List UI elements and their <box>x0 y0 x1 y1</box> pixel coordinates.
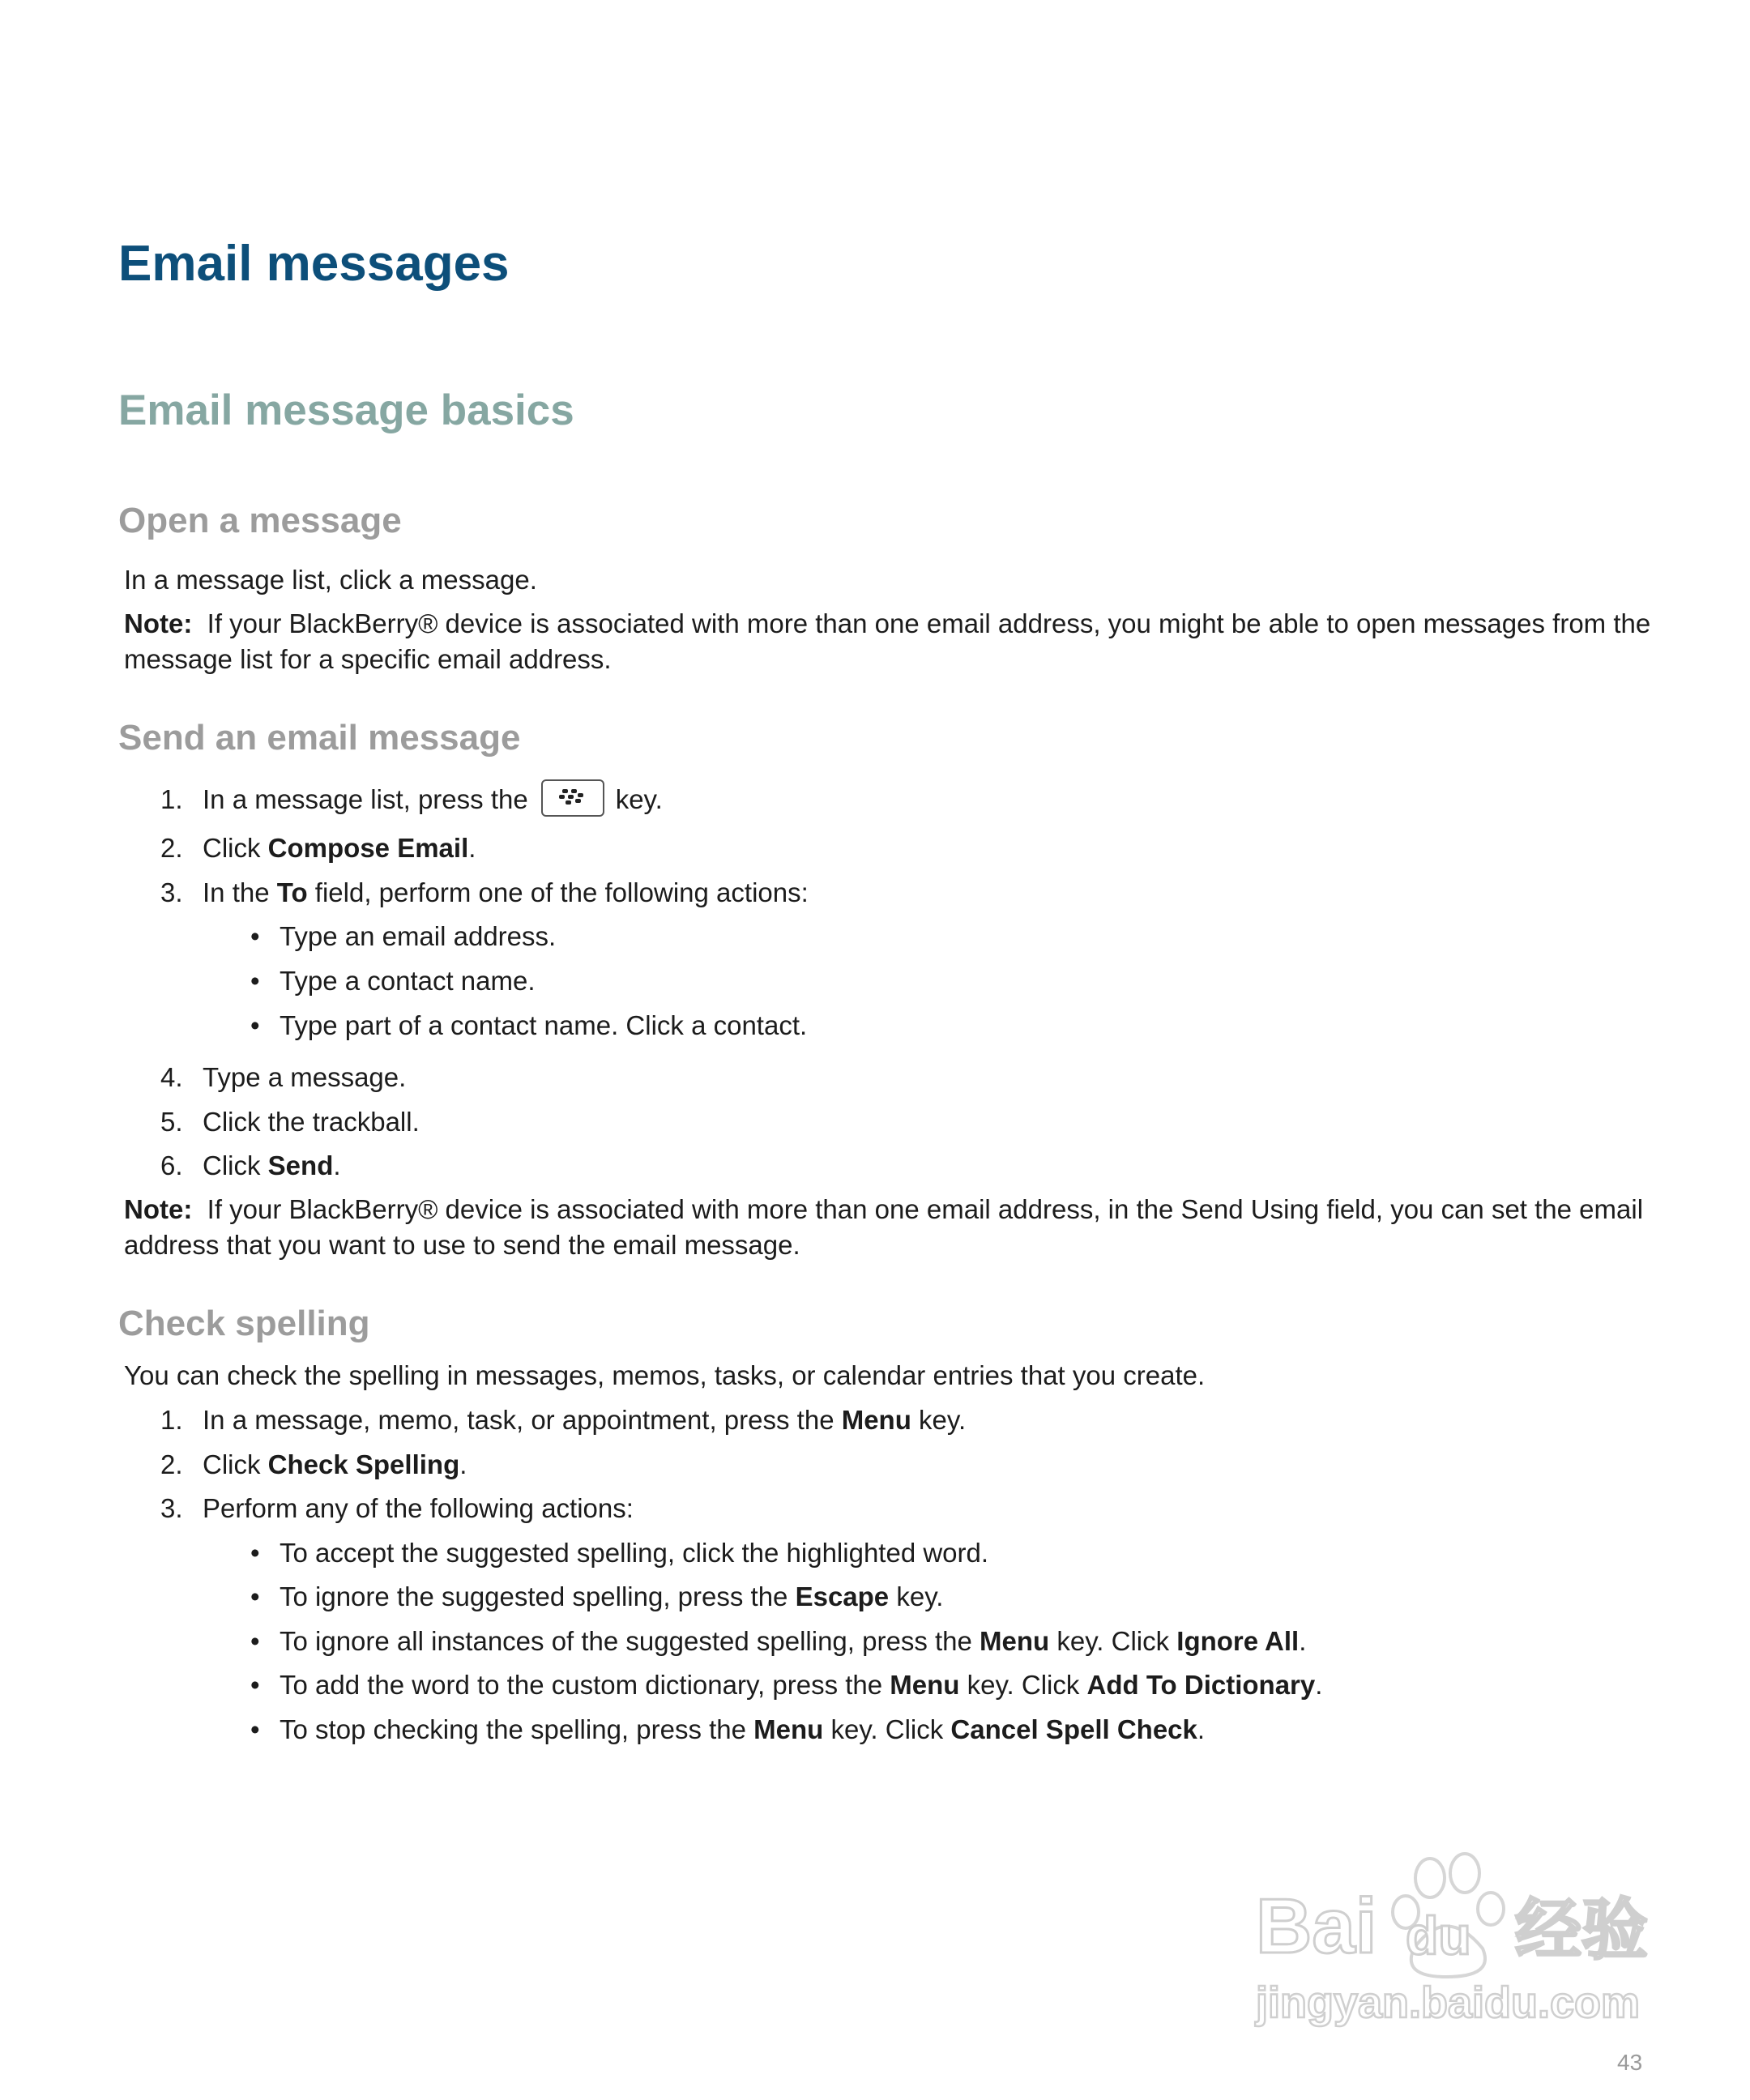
check-spelling-heading: Check spelling <box>118 1304 370 1343</box>
open-message-heading: Open a message <box>118 501 402 540</box>
step-text: In a message list, press the <box>203 784 528 814</box>
spell-step-2: Click Check Spelling. <box>203 1449 467 1479</box>
step-number: 1. <box>160 1405 183 1435</box>
step-number: 3. <box>160 1493 183 1523</box>
step-number: 1. <box>160 784 183 814</box>
brand-lettering: Bai <box>1256 1883 1377 1970</box>
send-step-4: Type a message. <box>203 1062 407 1092</box>
baidu-watermark-logo <box>1248 1847 1669 2042</box>
step-number: 5. <box>160 1107 183 1137</box>
step-number: 2. <box>160 833 183 863</box>
open-message-note <box>124 606 1663 677</box>
send-substep-3: Type part of a contact name. Click a contact. <box>280 1010 808 1040</box>
send-substep-2: Type a contact name. <box>280 966 536 996</box>
bullet: • <box>250 1538 260 1568</box>
send-step-6: Click Send. <box>203 1150 341 1180</box>
step-text: key. <box>615 784 663 814</box>
spell-step-3: Perform any of the following actions: <box>203 1493 634 1523</box>
send-step-3: In the To field, perform one of the following actions: <box>203 877 809 907</box>
send-step-2: Click Compose Email. <box>203 833 476 863</box>
brand-lettering: du <box>1406 1906 1471 1966</box>
bullet: • <box>250 1670 260 1700</box>
note-text: If your BlackBerry® device is associated with more than one email address, you might be able to open messages from the message list for a specific email address. <box>124 608 1651 674</box>
note-label: Note: <box>124 608 193 638</box>
step-number: 6. <box>160 1150 183 1180</box>
page-title: Email messages <box>118 236 510 292</box>
note-text: If your BlackBerry® device is associated with more than one email address, in the Send Using field, you can set the email address that you want to use to send the email message. <box>124 1194 1644 1260</box>
bullet: • <box>250 1010 260 1040</box>
spell-step-1: In a message, memo, task, or appointment, press the Menu key. <box>203 1405 967 1435</box>
bullet: • <box>250 1714 260 1744</box>
bullet: • <box>250 1581 260 1611</box>
spell-substep-2: To ignore the suggested spelling, press the Escape key. <box>280 1581 944 1611</box>
bullet: • <box>250 1626 260 1656</box>
open-message-intro: In a message list, click a message. <box>124 565 537 595</box>
spell-substep-1: To accept the suggested spelling, click the highlighted word. <box>280 1538 989 1568</box>
page-number: 43 <box>1617 2050 1643 2075</box>
step-number: 3. <box>160 877 183 907</box>
spell-substep-4: To add the word to the custom dictionary, press the Menu key. Click Add To Dictionary. <box>280 1670 1323 1700</box>
bullet: • <box>250 966 260 996</box>
step-number: 4. <box>160 1062 183 1092</box>
send-message-heading: Send an email message <box>118 718 521 758</box>
step-number: 2. <box>160 1449 183 1479</box>
send-substep-1: Type an email address. <box>280 921 557 951</box>
brand-url: jingyan.baidu.com <box>1256 1978 1641 2027</box>
spell-substep-3: To ignore all instances of the suggested spelling, press the Menu key. Click Ignore All. <box>280 1626 1307 1656</box>
menu-key-icon <box>541 779 604 817</box>
check-spelling-intro: You can check the spelling in messages, memos, tasks, or calendar entries that you create. <box>124 1360 1206 1390</box>
bullet: • <box>250 921 260 951</box>
spell-substep-5: To stop checking the spelling, press the Menu key. Click Cancel Spell Check. <box>280 1714 1206 1744</box>
note-label: Note: <box>124 1194 193 1224</box>
brand-lettering: 经验 <box>1515 1893 1649 1967</box>
send-step-5: Click the trackball. <box>203 1107 420 1137</box>
send-step-1 <box>203 782 663 820</box>
section-heading: Email message basics <box>118 386 574 434</box>
send-message-note <box>124 1192 1663 1263</box>
